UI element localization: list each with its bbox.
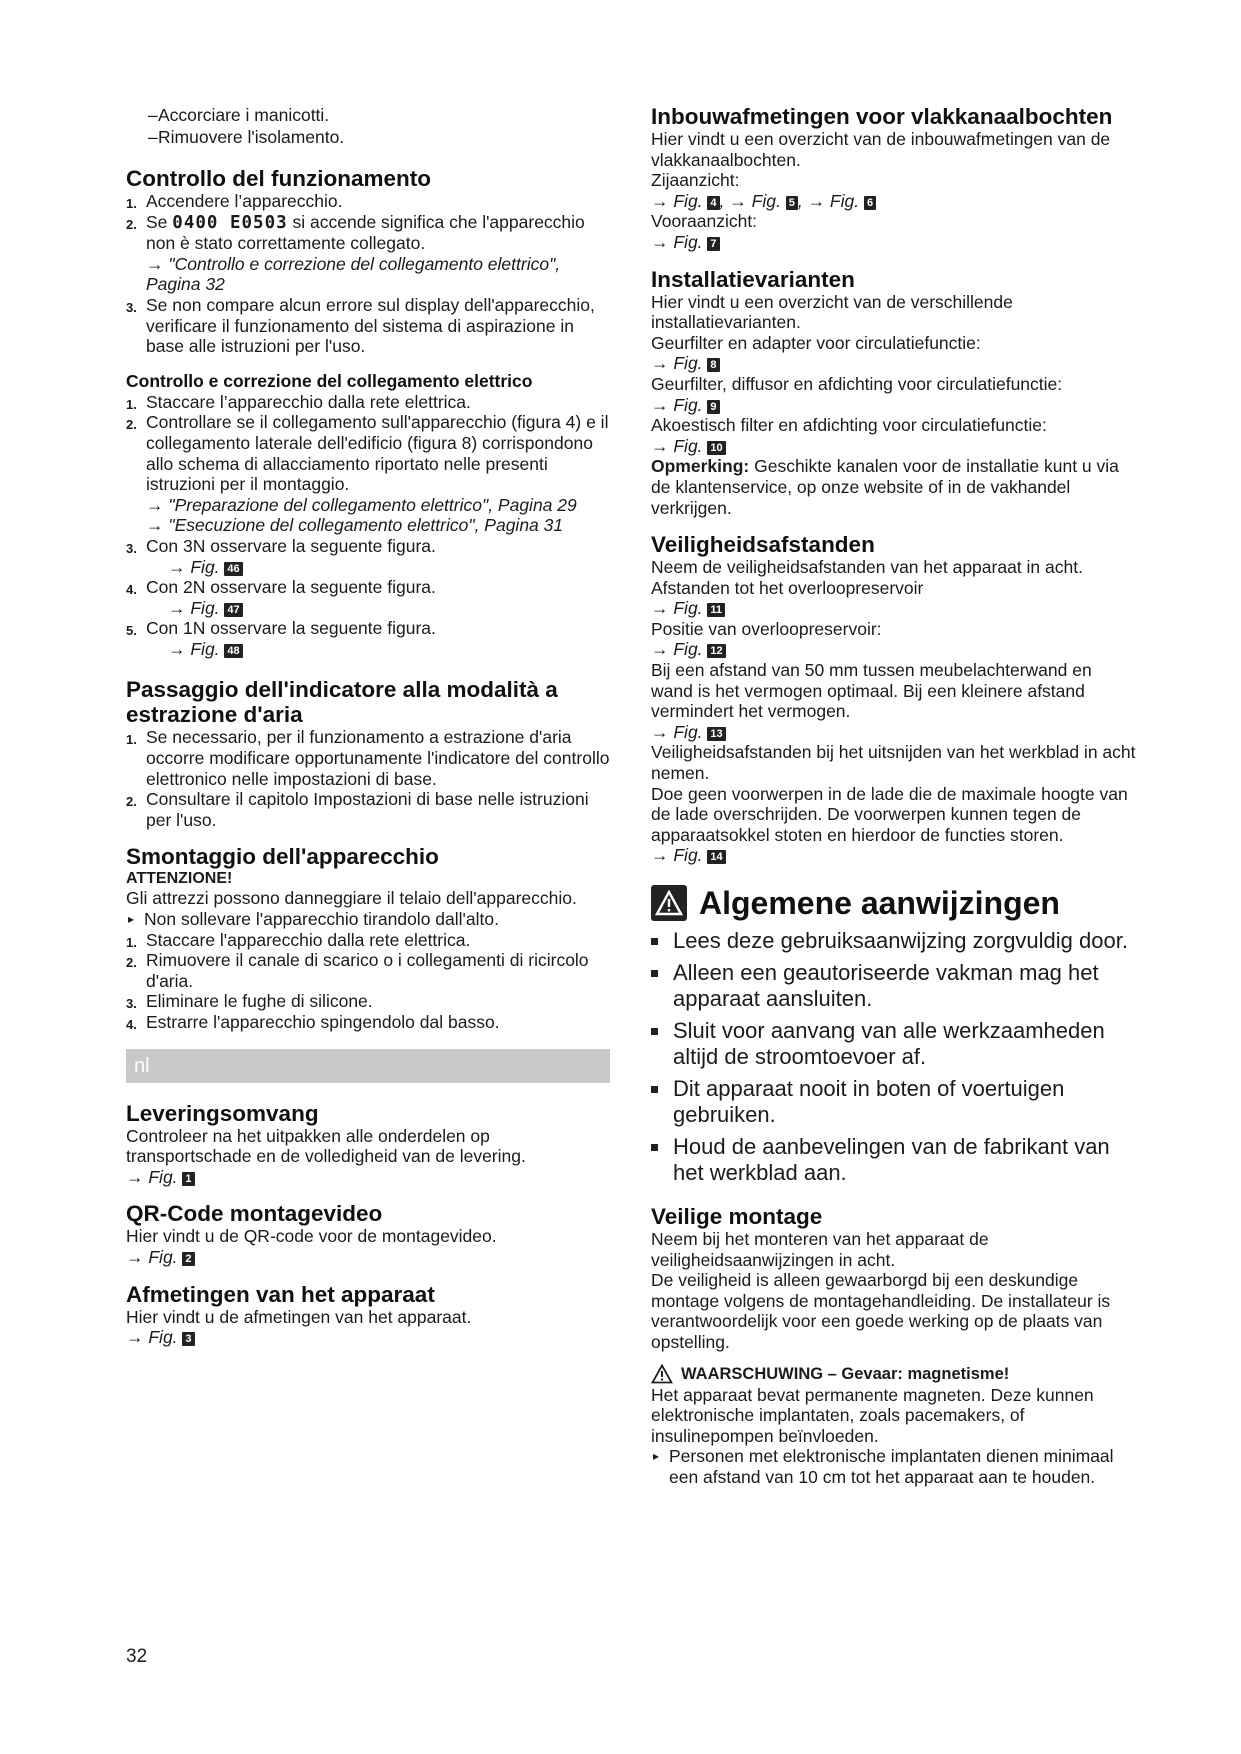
- figure-reference[interactable]: → Fig. 11: [651, 598, 1138, 619]
- step-item: 4. Estrarre l'apparecchio spingendolo dal basso.: [126, 1012, 500, 1032]
- figure-reference[interactable]: → Fig. 14: [651, 845, 1138, 866]
- label: Zijaanzicht:: [651, 170, 740, 191]
- right-column: [651, 104, 1138, 1488]
- paragraph: Hier vindt u een overzicht van de inbouwafmetingen van de vlakkanaalbochten.: [651, 129, 1111, 170]
- figure-reference[interactable]: → Fig. 2: [126, 1247, 610, 1268]
- label: Vooraanzicht:: [651, 211, 758, 232]
- section-heading: Installatievarianten: [651, 266, 855, 292]
- chapter-title: Algemene aanwijzingen: [699, 885, 1060, 921]
- figure-reference[interactable]: → Fig. 7: [651, 232, 1138, 253]
- figure-reference[interactable]: → Fig. 4 , → Fig. 5 , → Fig. 6: [651, 191, 1138, 212]
- step-item: 1. Staccare l'apparecchio dalla rete elettrica.: [126, 929, 471, 950]
- attention-text: Gli attrezzi possono danneggiare il telaio dell'apparecchio.: [126, 888, 577, 909]
- paragraph: Neem bij het monteren van het apparaat de veiligheidsaanwijzingen in acht.: [651, 1229, 989, 1270]
- note: Opmerking: Geschikte kanalen voor de installatie kunt u via de klantenservice, op onze website of in de vakhandel verkrijgen.: [651, 456, 1119, 518]
- section-heading: Controllo del funzionamento: [126, 166, 431, 191]
- paragraph: Het apparaat bevat permanente magneten. Deze kunnen elektronische implantaten, zoals pacemakers, of insulinepompen beïnvloeden.: [651, 1384, 1094, 1446]
- step-item: 2. Se 0400 E0503 si accende significa che l'apparecchio non è stato correttamente collegato. → "Controllo e correzione del collegamento elettrico", Pagina 32: [126, 211, 585, 295]
- list-item: – Accorciare i manicotti.: [148, 105, 330, 125]
- chapter-heading: [651, 884, 1138, 922]
- subsection-heading: Controllo e correzione del collegamento elettrico: [126, 370, 533, 391]
- step-item: 2. Controllare se il collegamento sull'apparecchio (figura 4) e il collegamento laterale dell'edificio (figura 8) corrispondono allo schema di allacciamento riportato nelle presenti istruzioni per il montaggio. → "Preparazione del collegamento elettrico", Pagina 29 → "Esecuzione del collegamento elettrico", Pagina 31: [126, 412, 609, 536]
- section-heading: Veilige montage: [651, 1204, 823, 1229]
- list-item: Dit apparaat nooit in boten of voertuigen gebruiken.: [651, 1076, 1138, 1128]
- step-item: 3. Eliminare le fughe di silicone.: [126, 991, 373, 1012]
- left-column: [126, 104, 610, 1348]
- step-item: 5. Con 1N osservare la seguente figura. → Fig. 48: [126, 618, 436, 659]
- figure-reference[interactable]: → Fig. 13: [651, 722, 1138, 743]
- attention-label: ATTENZIONE!: [126, 870, 233, 888]
- paragraph: Veiligheidsafstanden bij het uitsnijden van het werkblad in acht nemen.: [651, 742, 1136, 784]
- figure-reference[interactable]: → Fig. 48: [146, 639, 243, 659]
- step-item: 1. Staccare l’apparecchio dalla rete elettrica.: [126, 391, 471, 412]
- step-item: 1. Accendere l’apparecchio.: [126, 191, 343, 211]
- paragraph: Hier vindt u de afmetingen van het apparaat.: [126, 1306, 472, 1327]
- step-item: 2. Rimuovere il canale di scarico o i collegamenti di ricircolo d'aria.: [126, 950, 589, 991]
- section-heading: QR-Code montagevideo: [126, 1201, 383, 1227]
- figure-reference[interactable]: → Fig. 1: [126, 1167, 610, 1188]
- label: Positie van overloopreservoir:: [651, 618, 882, 639]
- page-number: 32: [126, 1646, 148, 1667]
- language-bar: nl: [126, 1049, 610, 1083]
- section-heading: Inbouwafmetingen voor vlakkanaalbochten: [651, 104, 1113, 129]
- warning-icon: [651, 1364, 673, 1384]
- list-item: Lees deze gebruiksaanwijzing zorgvuldig door.: [651, 928, 1138, 954]
- step-item: 3. Con 3N osservare la seguente figura. → Fig. 46: [126, 535, 436, 577]
- figure-reference[interactable]: → Fig. 12: [651, 639, 1138, 660]
- paragraph: Hier vindt u een overzicht van de verschillende installatievarianten.: [651, 291, 1013, 333]
- list-item: Sluit voor aanvang van alle werkzaamheden altijd de stroomtoevoer af.: [651, 1018, 1138, 1070]
- figure-reference[interactable]: → Fig. 47: [146, 598, 243, 618]
- paragraph: Controleer na het uitpakken alle onderdelen op transportschade en de volledigheid van de levering.: [126, 1125, 526, 1167]
- list-item: Alleen een geautoriseerde vakman mag het apparaat aansluiten.: [651, 960, 1138, 1012]
- section-heading: Afmetingen van het apparaat: [126, 1281, 435, 1307]
- label: Geurfilter, diffusor en afdichting voor circulatiefunctie:: [651, 373, 1063, 394]
- warning-heading: WAARSCHUWING – Gevaar: magnetisme!: [651, 1363, 1138, 1385]
- section-heading: Smontaggio dell'apparecchio: [126, 844, 439, 870]
- section-heading: Leveringsomvang: [126, 1100, 319, 1126]
- paragraph: Bij een afstand van 50 mm tussen meubelachterwand en wand is het vermogen optimaal. Bij een kleinere afstand vermindert het vermogen.: [651, 660, 1092, 722]
- list-item: – Rimuovere l'isolamento.: [148, 127, 345, 147]
- step-item: 1. Se necessario, per il funzionamento a estrazione d'aria occorre modificare opportunamente l'indicatore del controllo elettronico nelle impostazioni di base.: [126, 727, 610, 789]
- figure-reference[interactable]: → Fig. 9: [651, 395, 1138, 416]
- label: Afstanden tot het overloopreservoir: [651, 577, 924, 598]
- figure-reference[interactable]: → Fig. 46: [146, 557, 243, 577]
- list-item: Houd de aanbevelingen van de fabrikant van het werkblad aan.: [651, 1134, 1138, 1186]
- paragraph: Hier vindt u de QR-code voor de montagevideo.: [126, 1226, 497, 1247]
- instruction-item: ▸ Non sollevare l'apparecchio tirandolo dall'alto.: [128, 909, 499, 930]
- cross-reference-link[interactable]: → "Preparazione del collegamento elettrico", Pagina 29: [146, 494, 577, 515]
- paragraph: Neem de veiligheidsafstanden van het apparaat in acht.: [651, 557, 1083, 578]
- section-heading: Passaggio dell'indicatore alla modalità a estrazione d'aria: [126, 677, 558, 728]
- instruction-item: ▸ Personen met elektronische implantaten dienen minimaal een afstand van 10 cm tot het apparaat aan te houden.: [653, 1446, 1114, 1487]
- display-code: 0400 E0503: [172, 212, 288, 233]
- paragraph: De veiligheid is alleen gewaarborgd bij een deskundige montage volgens de montagehandleiding. De installateur is verantwoordelijk voor een goede werking op de plaats van opstelling.: [651, 1270, 1111, 1352]
- paragraph: Doe geen voorwerpen in de lade die de maximale hoogte van de lade overschrijden. De voorwerpen kunnen tegen de apparaatsokkel stoten en hierdoor de functies storen.: [651, 783, 1128, 845]
- cross-reference-link[interactable]: → "Esecuzione del collegamento elettrico", Pagina 31: [146, 515, 564, 536]
- step-item: 3. Se non compare alcun errore sul display dell'apparecchio, verificare il funzionamento del sistema di aspirazione in base alle istruzioni per l'uso.: [126, 294, 595, 357]
- label: Akoestisch filter en afdichting voor circulatiefunctie:: [651, 415, 1047, 436]
- step-item: 4. Con 2N osservare la seguente figura. → Fig. 47: [126, 577, 436, 618]
- figure-reference[interactable]: → Fig. 3: [126, 1327, 610, 1348]
- section-heading: Veiligheidsafstanden: [651, 532, 875, 558]
- figure-reference[interactable]: → Fig. 8: [651, 353, 1138, 374]
- label: Geurfilter en adapter voor circulatiefunctie:: [651, 332, 981, 353]
- warning-icon: [651, 885, 687, 921]
- cross-reference-link[interactable]: → "Controllo e correzione del collegamento elettrico", Pagina 32: [146, 253, 561, 295]
- figure-reference[interactable]: → Fig. 10: [651, 436, 1138, 457]
- step-item: 2. Consultare il capitolo Impostazioni di base nelle istruzioni per l'uso.: [126, 789, 589, 830]
